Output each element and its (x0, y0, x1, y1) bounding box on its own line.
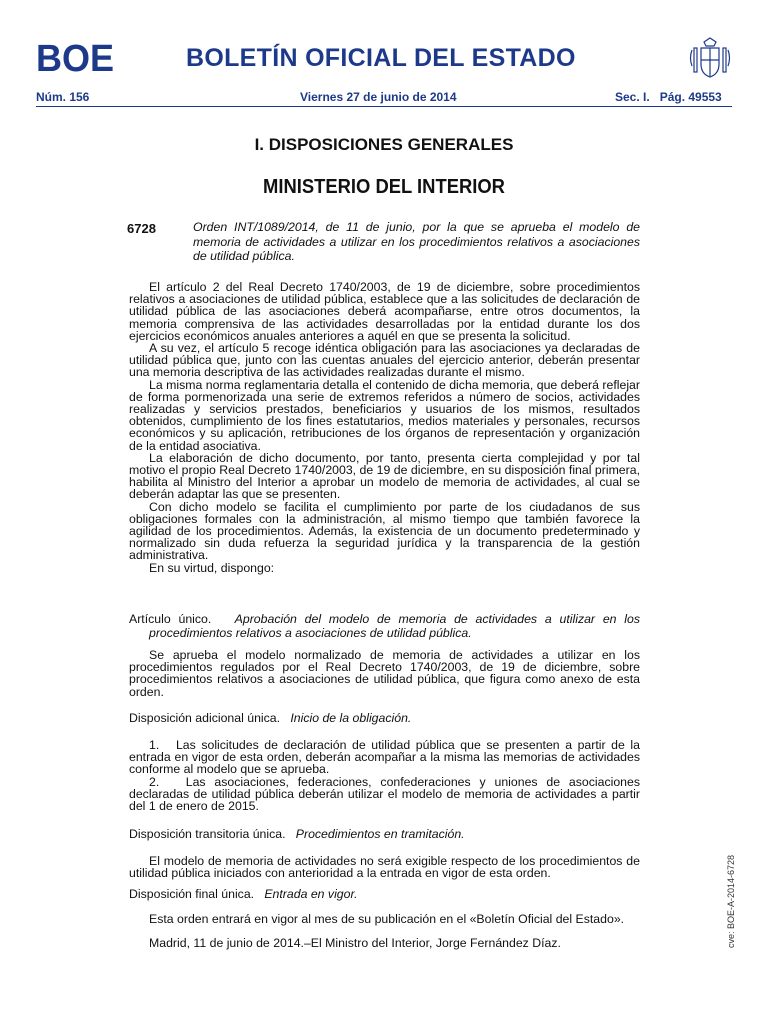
article-text: Se aprueba el modelo normalizado de memoria de actividades a utilizar en los procedimientos regulados por el Real Decreto 1740/2003, de 19 de diciembre, sobre procedimientos relativos a asociaciones de utilidad pública, que figura como anexo de esta orden. (129, 648, 640, 699)
cve-code: cve: BOE-A-2014-6728 (726, 854, 736, 948)
article-heading-line (129, 612, 640, 640)
additional-label: Disposición adicional única. (129, 711, 281, 725)
logo-text: BOE (36, 40, 114, 74)
final-title: Entrada en vigor. (264, 887, 358, 901)
paragraph: En su virtud, dispongo: (149, 560, 275, 575)
final-label: Disposición final única. (129, 887, 255, 901)
section-page: Sec. I. Pág. 49553 (615, 90, 722, 104)
section-title: I. DISPOSICIONES GENERALES (254, 135, 514, 154)
paragraph: La elaboración de dicho documento, por tanto, presenta cierta complejidad y por tal motivo el propio Real Decreto 1740/2003, de 19 de diciembre, en su disposición final primera, habilita al Ministro del Interior a aprobar un modelo de memoria de actividades, al cual se deberán adaptar las que se presenten. (129, 450, 640, 502)
final-heading (129, 888, 640, 900)
additional-heading (129, 712, 640, 724)
final-text: Esta orden entrará en vigor al mes de su publicación en el «Boletín Oficial del Estado». (149, 912, 625, 926)
order-title: Orden INT/1089/2014, de 11 de junio, por la que se aprueba el modelo de memoria de actividades a utilizar en los procedimientos relativos a asociaciones de utilidad pública. (193, 220, 640, 263)
paragraph: A su vez, el artículo 5 recoge idéntica obligación para las asociaciones ya declaradas de utilidad pública que, junto con las cuentas anuales del ejercicio anterior, deberán presentar una memoria descriptiva de las actividades realizadas durante el mismo. (129, 341, 640, 380)
signature: Madrid, 11 de junio de 2014.–El Ministro del Interior, Jorge Fernández Díaz. (149, 936, 561, 950)
ministry-name: MINISTERIO DEL INTERIOR (263, 176, 505, 198)
transitory-body (129, 855, 640, 879)
paragraph: La misma norma reglamentaria detalla el contenido de dicha memoria, que deberá reflejar de forma pormenorizada una serie de extremos referidos a número de socios, actividades realizadas y servicios prestados, beneficiarios y usuarios de los mismos, resultados obtenidos, cumplimiento de los fines estatutarios, medios materiales y personales, recursos económicos y su aplicación, retribuciones de los órganos de representación y organización de la entidad asociativa. (129, 377, 640, 453)
header-rule (36, 106, 732, 107)
article-heading (129, 612, 640, 640)
additional-item: 1. Las solicitudes de declaración de utilidad pública que se presenten a partir de la entrada en vigor de esta orden, deberán acompañar a la misma las memorias de actividades conforme al modelo que se aprueba. (129, 738, 644, 777)
order-number: 6728 (127, 221, 156, 236)
boe-logo (36, 40, 114, 74)
transitory-heading (129, 828, 640, 840)
article-title: Aprobación del modelo de memoria de actividades a utilizar en los procedimientos relativos a asociaciones de utilidad pública. (149, 612, 641, 640)
issue-number: Núm. 156 (36, 90, 90, 104)
additional-title: Inicio de la obligación. (290, 711, 412, 725)
transitory-label: Disposición transitoria única. (129, 827, 286, 841)
final-body (129, 913, 640, 925)
transitory-text: El modelo de memoria de actividades no será exigible respecto de los procedimientos de utilidad pública iniciados con anterioridad a la entrada en vigor de esta orden. (129, 854, 640, 881)
paragraph: El artículo 2 del Real Decreto 1740/2003, de 19 de diciembre, sobre procedimientos relativos a asociaciones de utilidad pública, establece que a las solicitudes de declaración de utilidad pública de las asociaciones deberá acompañarse, entre otros documentos, la memoria comprensiva de las actividades desarrolladas por la entidad durante los dos ejercicios económicos anuales anteriores a aquél en que se presenta la solicitud. (129, 280, 640, 343)
issue-date: Viernes 27 de junio de 2014 (300, 90, 457, 104)
paragraph: Con dicho modelo se facilita el cumplimiento por parte de los ciudadanos de sus obligaciones formales con la administración, al mismo tiempo que también favorece la agilidad de los procedimientos. Además, la existencia de un documento predeterminado y normalizado sin duda refuerza la seguridad jurídica y la transparencia de la gestión administrativa. (129, 499, 640, 563)
preamble (129, 281, 640, 574)
additional-body (129, 738, 644, 814)
transitory-title: Procedimientos en tramitación. (295, 827, 465, 841)
masthead-title: BOLETÍN OFICIAL DEL ESTADO (186, 44, 576, 72)
coat-of-arms-icon (688, 36, 732, 80)
article-body (129, 649, 640, 698)
signature-block (129, 937, 640, 949)
additional-item: 2. Las asociaciones, federaciones, confederaciones y uniones de asociaciones declaradas de utilidad pública deberán utilizar el modelo de memoria de actividades a partir del 1 de enero de 2015. (129, 774, 644, 814)
article-label: Artículo único. (129, 612, 212, 626)
